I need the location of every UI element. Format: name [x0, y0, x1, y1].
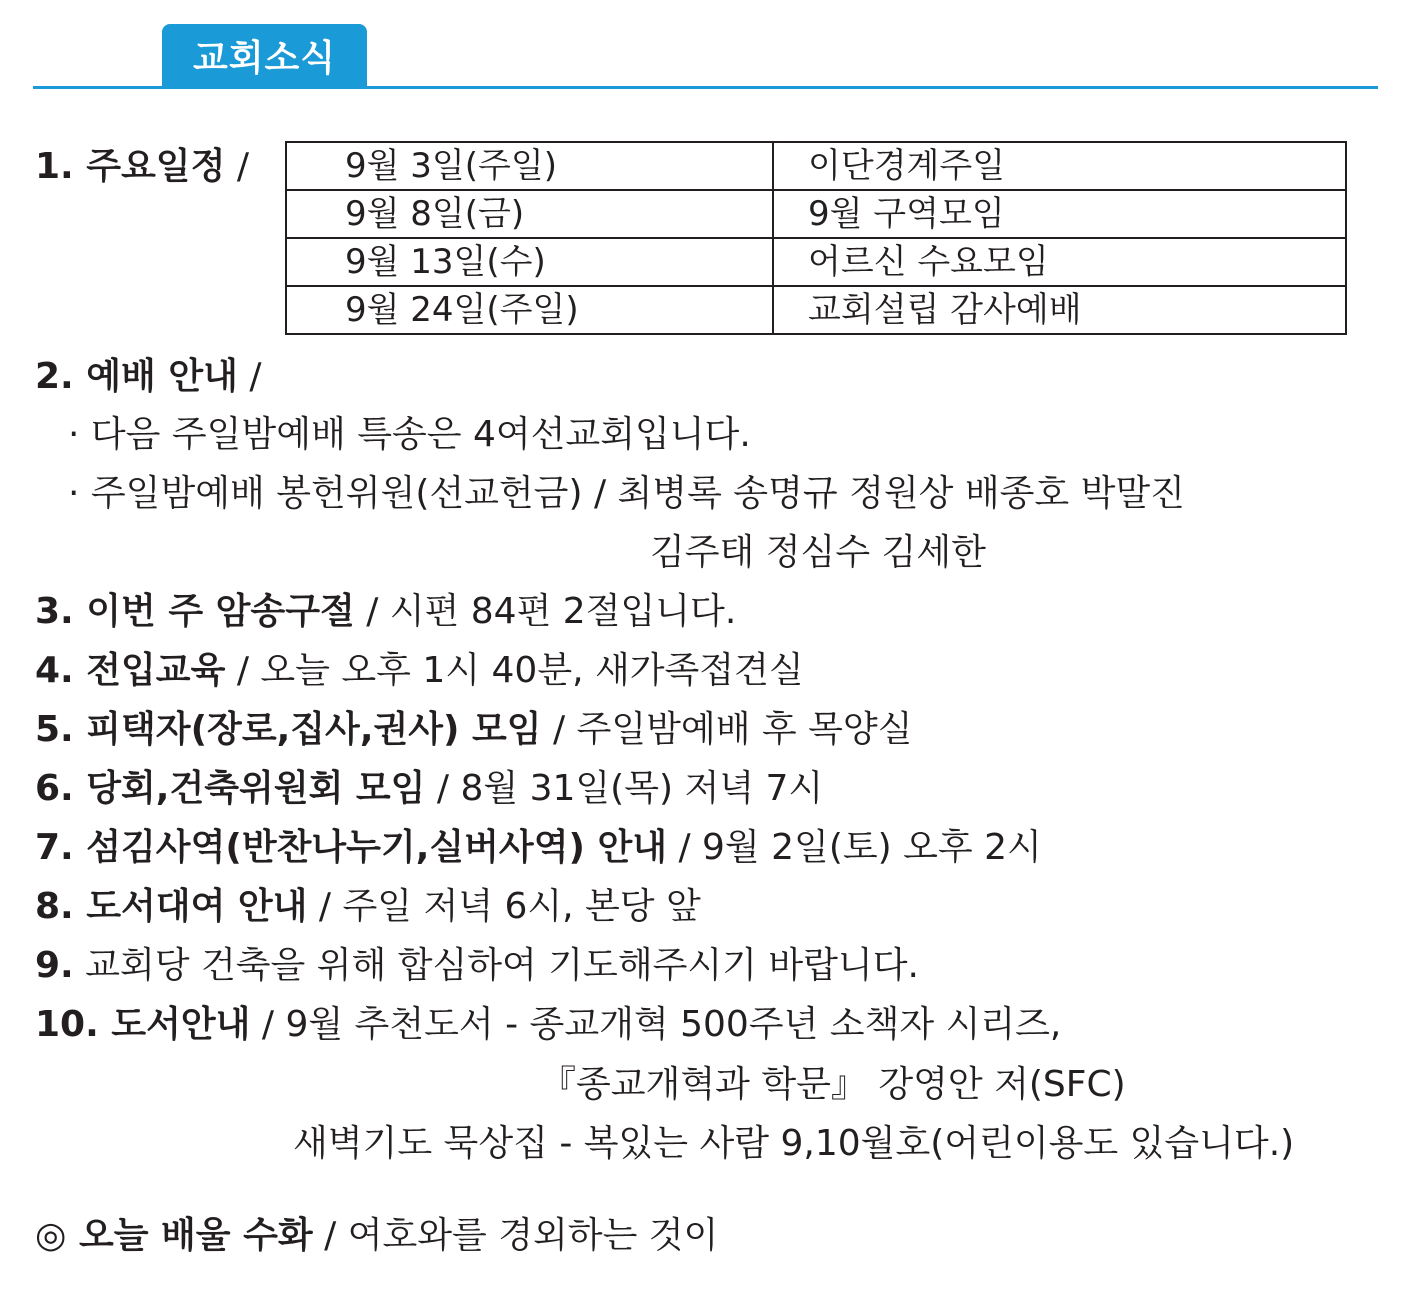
item-3-title: 3. 이번 주 암송구절 — [35, 591, 355, 632]
table-row — [286, 190, 1346, 238]
item-2-bullet-2-continued: 김주태 정심수 김세한 — [650, 532, 986, 573]
item-7-title: 7. 섬김사역(반찬나누기,실버사역) 안내 — [35, 827, 668, 868]
item-4 — [35, 649, 804, 693]
item-1-heading — [35, 145, 249, 189]
schedule-table — [285, 141, 1347, 335]
item-10-title: 10. 도서안내 — [35, 1004, 251, 1045]
item-3-text: / 시편 84편 2절입니다. — [354, 591, 737, 632]
item-7 — [35, 826, 1042, 870]
item-5-title: 5. 피택자(장로,집사,권사) 모임 — [35, 709, 542, 750]
schedule-event: 이단경계주일 — [773, 142, 1346, 190]
item-1-title: 1. 주요일정 — [35, 146, 226, 187]
section-tab-label: 교회소식 — [192, 37, 337, 79]
item-5-text: / 주일밤예배 후 목양실 — [541, 709, 913, 750]
item-10-text: / 9월 추천도서 - 종교개혁 500주년 소책자 시리즈, — [250, 1004, 1062, 1045]
item-1-separator: / — [225, 146, 249, 187]
schedule-event: 어르신 수요모임 — [773, 238, 1346, 286]
item-9-text: 교회당 건축을 위해 합심하여 기도해주시기 바랍니다. — [73, 945, 919, 986]
section-tab — [162, 24, 367, 86]
table-row — [286, 142, 1346, 190]
item-8 — [35, 885, 701, 929]
item-4-title: 4. 전입교육 — [35, 650, 226, 691]
item-5 — [35, 708, 912, 752]
item-2-separator: / — [237, 356, 262, 397]
sign-language-line — [35, 1214, 718, 1258]
item-9 — [35, 944, 919, 988]
item-2-bullet-2: · 주일밤예배 봉헌위원(선교헌금) / 최병록 송명규 정원상 배종호 박말진 — [68, 473, 1185, 514]
item-6-text: / 8월 31일(목) 저녁 7시 — [425, 768, 824, 809]
schedule-event: 교회설립 감사예배 — [773, 286, 1346, 334]
item-10-book-2: 새벽기도 묵상집 - 복있는 사람 9,10월호(어린이용도 있습니다.) — [293, 1123, 1295, 1164]
schedule-event: 9월 구역모임 — [773, 190, 1346, 238]
item-2-title: 2. 예배 안내 — [35, 356, 238, 397]
item-10-book-1: 『종교개혁과 학문』 강영안 저(SFC) — [540, 1064, 1126, 1105]
table-row — [286, 238, 1346, 286]
item-8-title: 8. 도서대여 안내 — [35, 886, 308, 927]
item-6 — [35, 767, 823, 811]
item-3 — [35, 590, 736, 634]
sign-language-title: ◎ 오늘 배울 수화 — [35, 1215, 313, 1256]
table-row — [286, 286, 1346, 334]
item-9-number: 9. — [35, 945, 74, 986]
item-8-text: / 주일 저녁 6시, 본당 앞 — [307, 886, 701, 927]
schedule-date: 9월 13일(수) — [286, 238, 773, 286]
item-6-title: 6. 당회,건축위원회 모임 — [35, 768, 426, 809]
item-4-text: / 오늘 오후 1시 40분, 새가족접견실 — [225, 650, 804, 691]
item-2-bullet-1: · 다음 주일밤예배 특송은 4여선교회입니다. — [68, 414, 751, 455]
header-rule — [33, 86, 1378, 89]
item-10 — [35, 1003, 1061, 1047]
schedule-date: 9월 8일(금) — [286, 190, 773, 238]
item-2-heading — [35, 355, 261, 399]
sign-language-text: / 여호와를 경외하는 것이 — [312, 1215, 719, 1256]
schedule-date: 9월 24일(주일) — [286, 286, 773, 334]
item-7-text: / 9월 2일(토) 오후 2시 — [667, 827, 1042, 868]
schedule-date: 9월 3일(주일) — [286, 142, 773, 190]
